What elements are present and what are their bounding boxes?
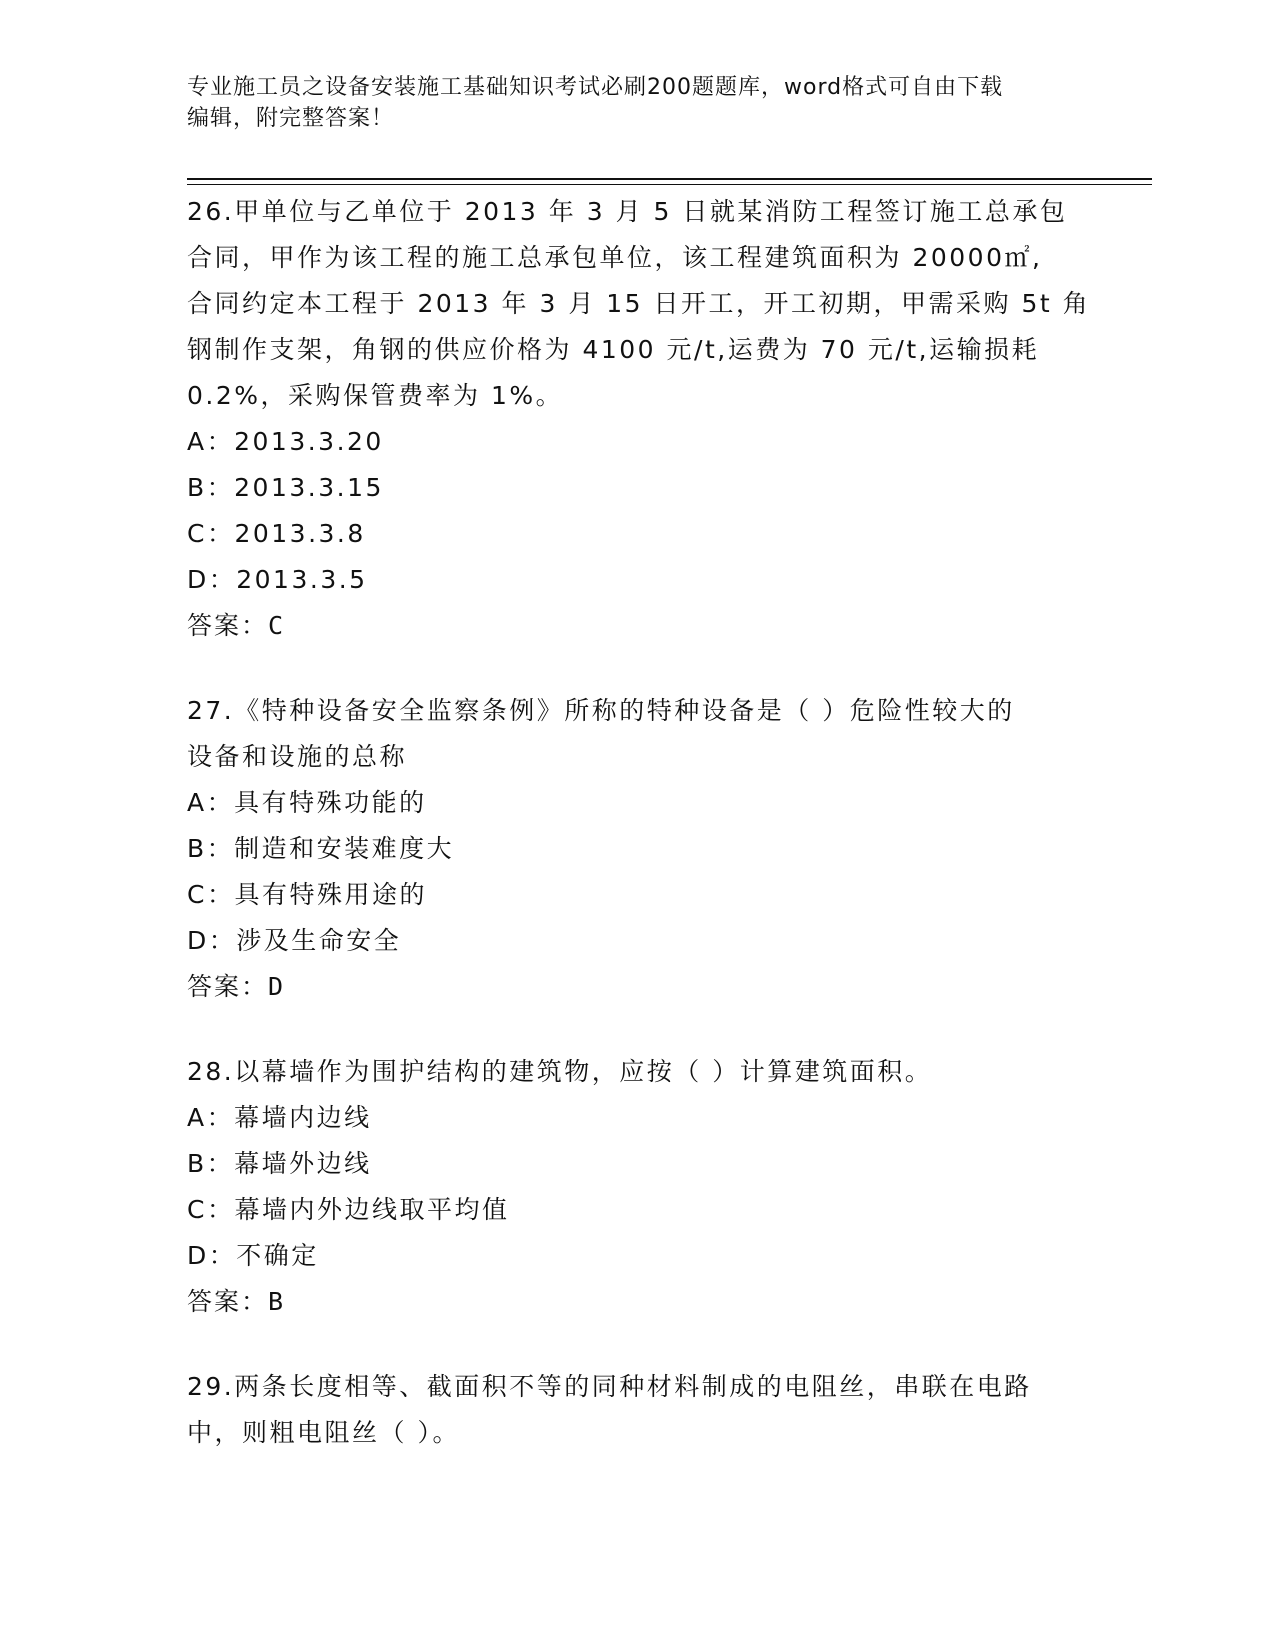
question-stem-line: 中，则粗电阻丝（ ）。 xyxy=(187,1418,460,1447)
question-26 xyxy=(187,189,1091,649)
header-title-line-2: 编辑，附完整答案！ xyxy=(187,106,395,131)
option-c: C：幕墙内外边线取平均值 xyxy=(187,1195,510,1224)
option-a: A：具有特殊功能的 xyxy=(187,788,427,817)
question-stem-line: 27.《特种设备安全监察条例》所称的特种设备是（ ）危险性较大的 xyxy=(187,696,1015,725)
option-a: A：幕墙内边线 xyxy=(187,1103,372,1132)
answer-value: C xyxy=(268,611,286,640)
question-stem-line: 28.以幕墙作为围护结构的建筑物，应按（ ）计算建筑面积。 xyxy=(187,1057,933,1086)
question-stem-line: 设备和设施的总称 xyxy=(187,742,408,771)
question-stem-line: 合同，甲作为该工程的施工总承包单位，该工程建筑面积为 20000㎡, xyxy=(187,243,1043,272)
question-stem-line: 合同约定本工程于 2013 年 3 月 15 日开工，开工初期，甲需采购 5t 角 xyxy=(187,289,1091,318)
option-b: B：2013.3.15 xyxy=(187,473,384,502)
question-stem-line: 0.2%，采购保管费率为 1%。 xyxy=(187,381,564,410)
answer-line xyxy=(187,1279,1087,1325)
answer-label: 答案： xyxy=(187,972,269,1001)
option-d: D：2013.3.5 xyxy=(187,565,368,594)
answer-value: D xyxy=(268,972,286,1001)
question-list xyxy=(187,189,1091,1495)
answer-label: 答案： xyxy=(187,1287,269,1316)
question-27 xyxy=(187,688,1087,1010)
question-stem-line: 29.两条长度相等、截面积不等的同种材料制成的电阻丝，串联在电路 xyxy=(187,1372,1032,1401)
document-header xyxy=(187,72,1067,134)
header-title-line-1: 专业施工员之设备安装施工基础知识考试必刷200题题库，word格式可自由下载 xyxy=(187,75,1004,100)
question-stem-line: 26.甲单位与乙单位于 2013 年 3 月 5 日就某消防工程签订施工总承包 xyxy=(187,197,1068,226)
question-stem-line: 钢制作支架，角钢的供应价格为 4100 元/t,运费为 70 元/t,运输损耗 xyxy=(187,335,1040,364)
header-divider-thick xyxy=(187,178,1152,180)
option-a: A：2013.3.20 xyxy=(187,427,384,456)
option-c: C：具有特殊用途的 xyxy=(187,880,427,909)
header-divider-thin xyxy=(187,184,1152,185)
option-d: D：涉及生命安全 xyxy=(187,926,402,955)
option-b: B：幕墙外边线 xyxy=(187,1149,372,1178)
answer-value: B xyxy=(268,1287,286,1316)
answer-line xyxy=(187,964,1087,1010)
answer-line xyxy=(187,603,1087,649)
question-29 xyxy=(187,1364,1087,1456)
question-28 xyxy=(187,1049,1087,1325)
option-c: C：2013.3.8 xyxy=(187,519,366,548)
answer-label: 答案： xyxy=(187,611,269,640)
option-d: D：不确定 xyxy=(187,1241,319,1270)
option-b: B：制造和安装难度大 xyxy=(187,834,455,863)
